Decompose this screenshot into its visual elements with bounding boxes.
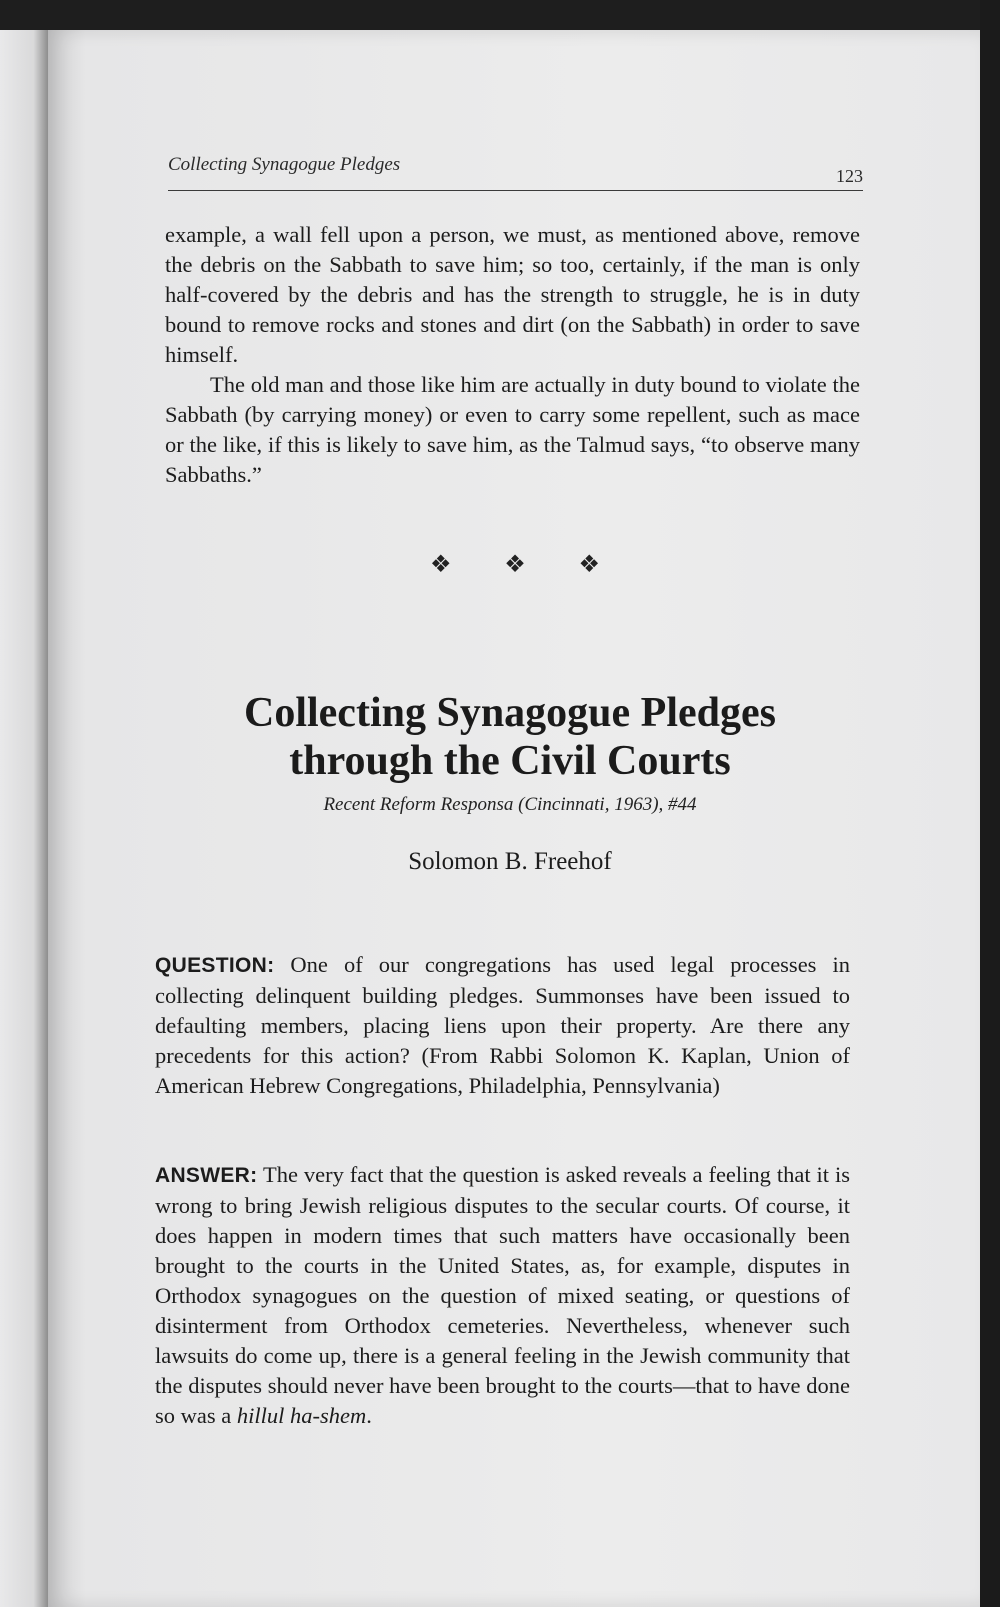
continuation-paragraph-2: The old man and those like him are actually in duty bound to violate the Sabbath (by carrying money) or even to carry some repellent, such as mace or the like, if this is likely to save him, as the Talmud says, “to observe many Sabbaths.” bbox=[165, 372, 860, 487]
question-label: QUESTION: bbox=[155, 954, 275, 977]
article-title-line-1: Collecting Synagogue Pledges bbox=[244, 690, 776, 736]
dark-background-edge bbox=[980, 0, 1000, 1607]
question-text: One of our congregations has used legal processes in collecting delinquent building pledges. Summonses have been issued to defaulting members, placing liens upon their property. Are there any precedents for this action? (From Rabbi Solomon K. Kaplan, Union of American Hebrew Congregations, Philadelphia, Pennsylvania) bbox=[155, 952, 850, 1098]
running-head bbox=[168, 150, 863, 191]
article-title-line-2: through the Civil Courts bbox=[289, 738, 731, 784]
section-divider-ornaments bbox=[430, 550, 600, 579]
article-author: Solomon B. Freehof bbox=[408, 848, 612, 875]
question-paragraph bbox=[155, 950, 850, 1101]
ornament-icon: ❖ bbox=[430, 552, 452, 578]
answer-italic-term: hillul ha-shem bbox=[236, 1403, 367, 1428]
article-source: Recent Reform Responsa (Cincinnati, 1963), #44 bbox=[323, 794, 697, 815]
running-head-title: Collecting Synagogue Pledges bbox=[168, 154, 401, 175]
page-number: 123 bbox=[836, 166, 863, 186]
facing-page-edge bbox=[0, 30, 48, 1607]
answer-label: ANSWER: bbox=[155, 1164, 258, 1187]
answer-text: The very fact that the question is asked reveals a feeling that it is wrong to bring Jewish religious disputes to the secular courts. Of course, it does happen in modern times that such matters have occasionally been brought to the courts in the United States, as, for example, disputes in Orthodox synagogues on the question of mixed seating, or questions of disinterment from Orthodox cemeteries. Nevertheless, whenever such lawsuits do come up, there is a general feeling in the Jewish community that the disputes should never have been brought to the courts—that to have done so was a bbox=[155, 1162, 850, 1428]
answer-end: . bbox=[366, 1403, 372, 1428]
answer-paragraph bbox=[155, 1160, 850, 1431]
continuation-paragraph-1: example, a wall fell upon a person, we must, as mentioned above, remove the debris on the Sabbath to save him; so too, certainly, if the man is only half-covered by the debris and has the strength to struggle, he is in duty bound to remove rocks and stones and dirt (on the Sabbath) in order to save himself. bbox=[165, 222, 860, 367]
ornament-icon: ❖ bbox=[578, 552, 600, 578]
ornament-icon: ❖ bbox=[504, 552, 526, 578]
